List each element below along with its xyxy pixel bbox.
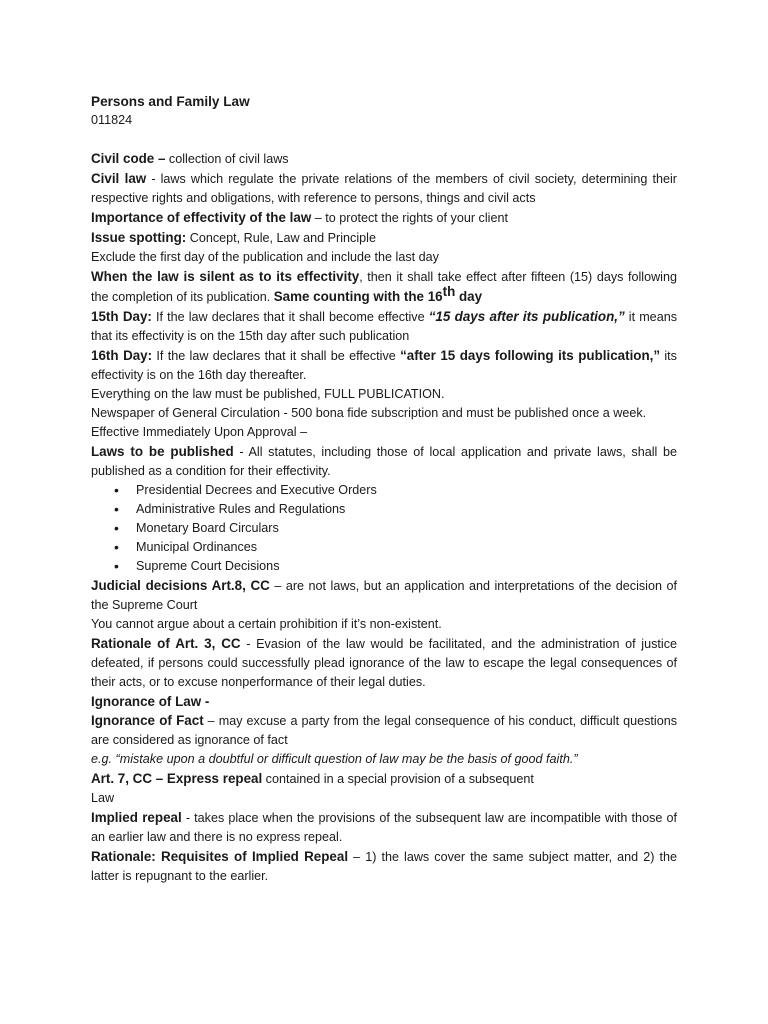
list-item: • Presidential Decrees and Executive Orders: [136, 481, 677, 500]
note-rationale-art3: [91, 634, 677, 692]
quoted-phrase: “15 days after its publication,”: [428, 309, 625, 324]
list-item: • Administrative Rules and Regulations: [136, 500, 677, 519]
definition-end: it means that its effectivity is on the 15th day after such publication: [91, 310, 677, 343]
note-ignorance-of-fact: [91, 711, 677, 750]
definition: Concept, Rule, Law and Principle: [186, 231, 376, 245]
term: 16th Day:: [91, 348, 153, 363]
term: Importance of effectivity of the law: [91, 210, 312, 225]
definition: - All statutes, including those of local application and private laws, shall be published as a condition for their effectivity.: [91, 445, 677, 478]
document-code: 011824: [91, 113, 133, 127]
definition: If the law declares that it shall become effective: [151, 310, 429, 324]
note-rationale-implied-repeal: [91, 847, 677, 886]
note-16th-day: [91, 346, 677, 385]
definition: - Evasion of the law would be facilitated, and the administration of justice defeated, if persons could successfully plead ignorance of the law to escape the legal consequences of their acts, or to excuse nonperformance of their legal duties.: [91, 637, 677, 689]
term: Judicial decisions Art.8, CC: [91, 578, 270, 593]
note-exclude-first-day: Exclude the first day of the publication and include the last day: [91, 250, 439, 264]
definition: If the law declares that it shall be effective: [152, 349, 401, 363]
list-item: • Municipal Ordinances: [136, 538, 677, 557]
note-laws-published: [91, 442, 677, 481]
definition: – may excuse a party from the legal consequence of his conduct, difficult questions are considered as ignorance of fact: [91, 714, 677, 747]
term: Ignorance of Fact: [91, 713, 204, 728]
counting-note-end: day: [455, 289, 483, 304]
definition: - laws which regulate the private relations of the members of civil society, determining their respective rights and obligations, with reference to persons, things and civil acts: [91, 172, 677, 205]
note-newspaper: Newspaper of General Circulation - 500 bona fide subscription and must be published once a week.: [91, 406, 647, 420]
definition: – 1) the laws cover the same subject matter, and 2) the latter is repugnant to the earlier.: [91, 850, 677, 883]
note-civil-law: [91, 169, 677, 208]
note-example: e.g. “mistake upon a doubtful or difficult question of law may be the basis of good faith.”: [91, 752, 578, 766]
term: Rationale: Requisites of Implied Repeal: [91, 849, 349, 864]
note-importance: [91, 208, 677, 228]
term: Civil law: [91, 171, 147, 186]
note-civil-code: [91, 149, 677, 169]
term: Civil code –: [91, 151, 166, 166]
term: Rationale of Art. 3, CC: [91, 636, 241, 651]
term: 15th Day:: [91, 309, 152, 324]
definition: – to protect the rights of your client: [311, 211, 508, 225]
counting-note: Same counting with the 16: [273, 289, 443, 304]
definition: - takes place when the provisions of the subsequent law are incompatible with those of an earlier law and there is no express repeal.: [91, 811, 678, 844]
note-ignorance-of-law: Ignorance of Law -: [91, 694, 210, 709]
term: Art. 7, CC – Express repeal: [91, 771, 263, 786]
note-judicial-decisions: [91, 576, 677, 615]
ordinal-suffix: th: [442, 283, 456, 299]
term: When the law is silent as to its effectivity: [91, 269, 360, 284]
definition: – are not laws, but an application and interpretations of the decision of the Supreme Court: [91, 579, 677, 612]
note-when-silent: [91, 267, 677, 307]
note-cannot-argue: You cannot argue about a certain prohibition if it’s non-existent.: [91, 617, 442, 631]
document-title: Persons and Family Law: [91, 94, 250, 109]
definition-end: its effectivity is on the 16th day thereafter.: [91, 349, 677, 382]
note-full-publication: Everything on the law must be published, FULL PUBLICATION.: [91, 387, 445, 401]
term: Laws to be published: [91, 444, 234, 459]
note-implied-repeal: [91, 808, 677, 847]
term: Implied repeal: [91, 810, 182, 825]
note-express-repeal-continued: Law: [91, 791, 115, 805]
term: Issue spotting:: [91, 230, 187, 245]
published-laws-list: [91, 481, 677, 576]
note-15th-day: [91, 307, 677, 346]
definition: , then it shall take effect after fifteen (15) days following the completion of its publication.: [91, 270, 677, 304]
definition: collection of civil laws: [165, 152, 289, 166]
note-express-repeal: [91, 769, 677, 789]
note-effective-immediately: Effective Immediately Upon Approval –: [91, 425, 308, 439]
list-item: • Monetary Board Circulars: [136, 519, 677, 538]
quoted-phrase: “after 15 days following its publication,”: [400, 348, 661, 363]
list-item: • Supreme Court Decisions: [136, 557, 677, 576]
note-issue-spotting: [91, 228, 677, 248]
definition: contained in a special provision of a subsequent: [262, 772, 534, 786]
